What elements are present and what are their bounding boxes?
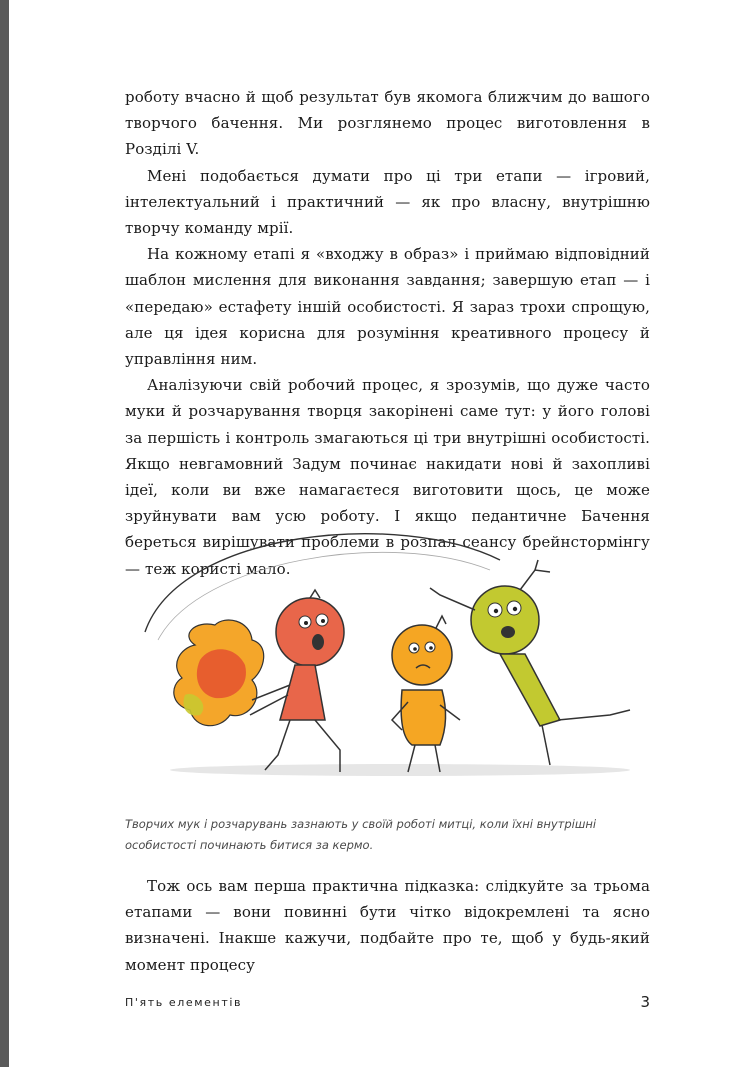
three-characters-illustration [140,520,660,790]
orange-character [392,616,460,772]
flame-burst [174,620,264,726]
paragraph: Мені подобається думати про ці три етапи — ігровий, інтелектуальний і практичний — як про власну, внутрішню творчу команду мрії. [125,166,650,238]
ground-shadow [170,764,630,776]
green-character [430,560,630,765]
page-edge [0,0,9,1067]
paragraph: Тож ось вам перша практична підказка: слідкуйте за трьома етапами — вони повинні бути чітко відокремлені та ясно визначені. Інакше кажучи, подбайте про те, щоб у будь-який момент процесу [125,877,650,974]
running-footer-title: П'ять елементів [125,996,243,1009]
caption-line: особистості починають битися за кермо. [125,838,374,852]
paragraph: На кожному етапі я «входжу в образ» і приймаю відповідний шаблон мислення для виконання завдання; завершую етап — і «передаю» естафету іншій особистості. Я зараз трохи спрощую, але ця ідея корисна для розуміння креативного процесу й управління ним. [125,245,650,369]
body-text-bottom [125,873,650,978]
illustration-caption [125,814,635,856]
paragraph: Аналізуючи свій робочий процес, я зрозумів, що дуже часто муки й розчарування творця закорінені саме тут: у його голові за першість і контроль змагаються ці три внутрішні особистості. Якщо невгамовний Задум починає накидати нові й захопливі ідеї, коли ви вже намагаєтеся виготовити щось, це може зруйнувати вам усю роботу. І якщо педантичне Бачення береться вирішувати проблеми в розпал сеансу брейнстормінгу — теж користі мало. [125,376,650,578]
caption-line: Творчих мук і розчарувань зазнають у своїй роботі митці, коли їхні внутрішні [125,817,597,831]
body-text-top [125,84,650,582]
red-character [250,590,344,772]
paragraph: роботу вчасно й щоб результат був якомога ближчим до вашого творчого бачення. Ми розглянемо процес виготовлення в Розділі V. [125,88,650,159]
page-number: 3 [640,993,650,1011]
